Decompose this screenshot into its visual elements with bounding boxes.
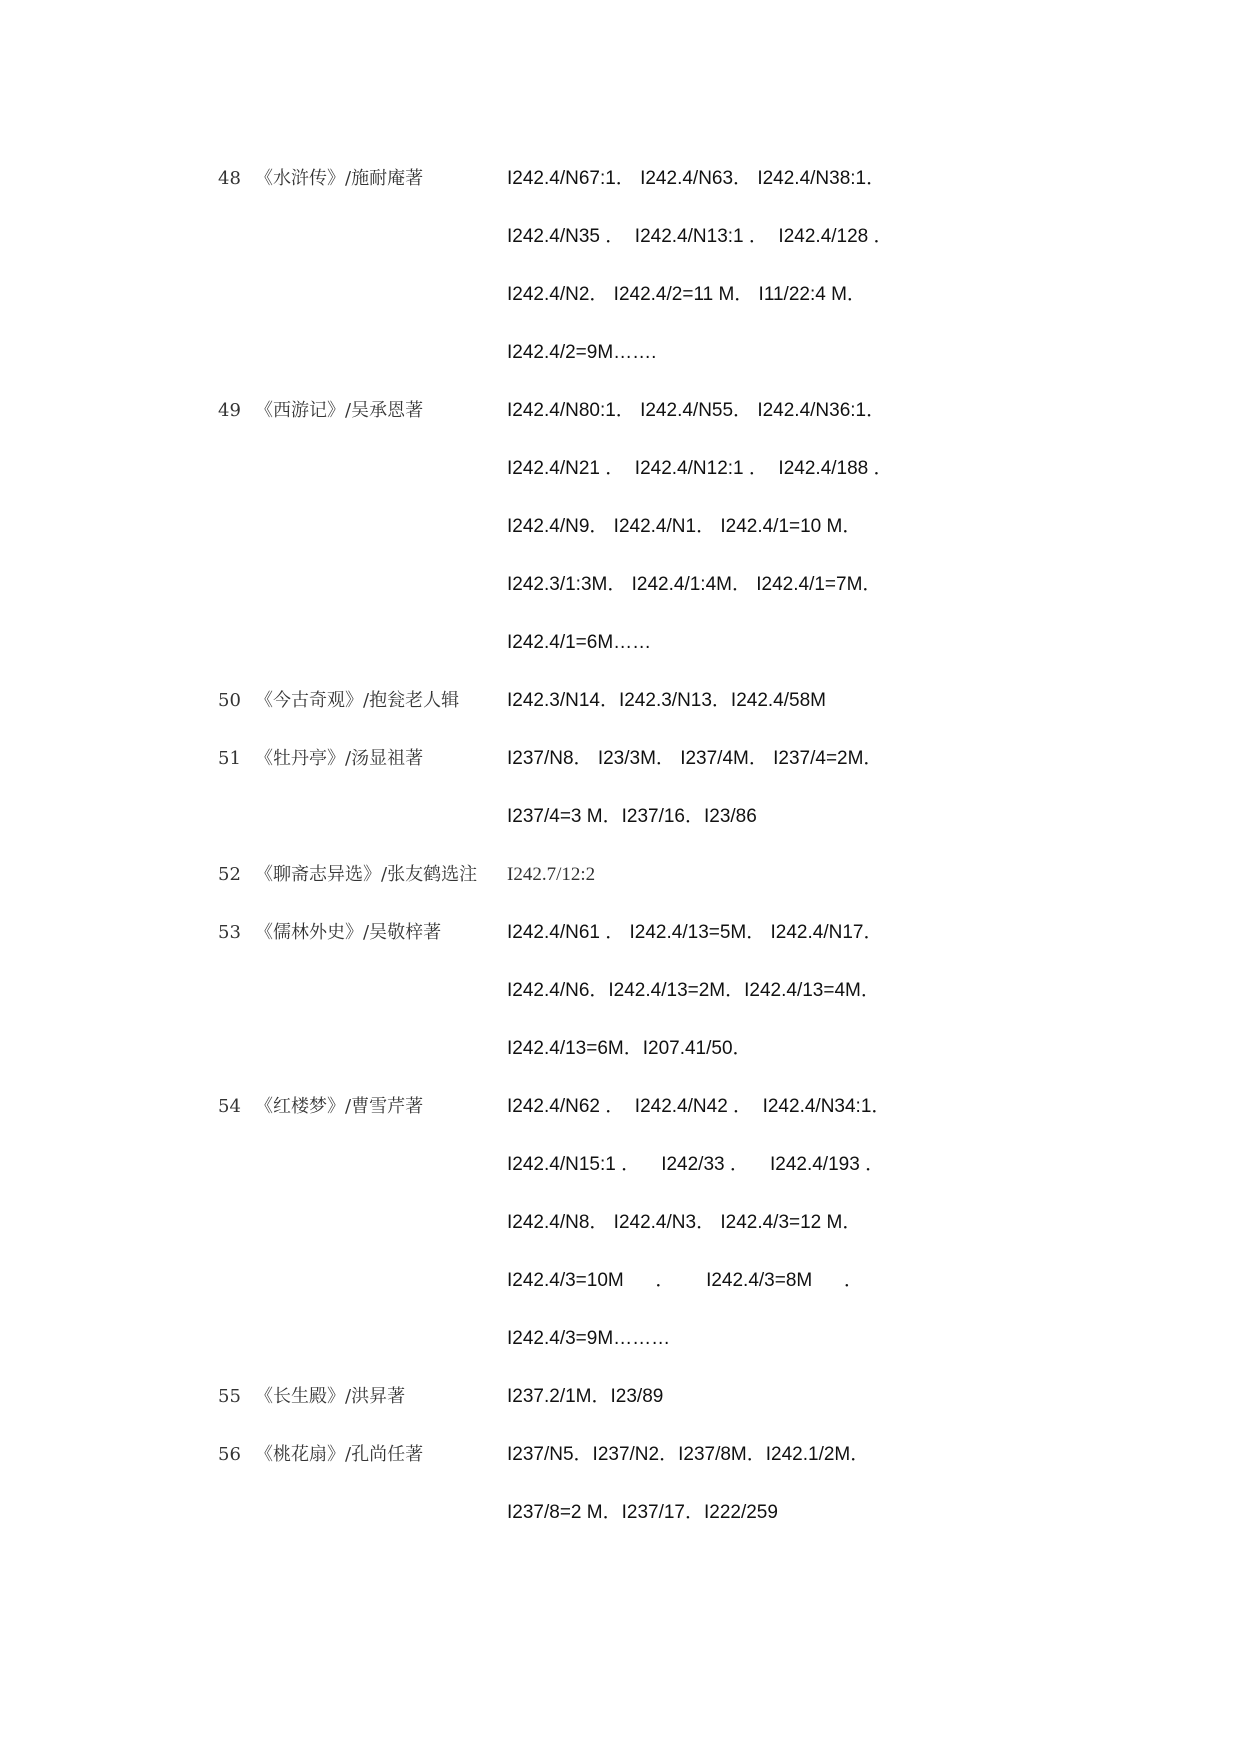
call-number-line: I242.4/N9． I242.4/N1． I242.4/1=10 M． (507, 516, 862, 537)
book-title: 《长生殿》/洪昇著 (255, 1386, 406, 1407)
call-number-line: I242.4/N67:1． I242.4/N63． I242.4/N38:1． (507, 168, 886, 189)
call-number-line: I242.4/N35 ． I242.4/N13:1 ． I242.4/128 ． (507, 226, 893, 247)
call-number-line: I242.7/12:2 (507, 864, 596, 885)
book-title: 《水浒传》/施耐庵著 (255, 168, 424, 189)
call-number-line: I237.2/1M．I23/89 (507, 1386, 664, 1407)
call-number-line: I237/N5．I237/N2．I237/8M．I242.1/2M． (507, 1444, 870, 1465)
book-title: 《聊斋志异选》/张友鹤选注 (255, 864, 478, 885)
book-title: 《儒林外史》/吴敬梓著 (255, 922, 442, 943)
entry-number: 48 (218, 168, 241, 189)
entry-number: 50 (218, 690, 241, 711)
call-number-line: I237/8=2 M．I237/17．I222/259 (507, 1502, 778, 1523)
entry-number: 51 (218, 748, 241, 769)
call-number-line: I242.4/N15:1 ． I242/33 ． I242.4/193 ． (507, 1154, 885, 1175)
call-number-line: I242.4/N61 ． I242.4/13=5M． I242.4/N17． (507, 922, 883, 943)
call-number-line: I237/N8． I23/3M． I237/4M． I237/4=2M． (507, 748, 883, 769)
call-number-line: I242.3/N14．I242.3/N13．I242.4/58M (507, 690, 826, 711)
entry-number: 49 (218, 400, 241, 421)
call-number-line: I242.4/3=10M ． I242.4/3=8M ． (507, 1270, 863, 1291)
entry-number: 56 (218, 1444, 241, 1465)
call-number-line: I237/4=3 M．I237/16．I23/86 (507, 806, 757, 827)
call-number-line: I242.4/13=6M．I207.41/50． (507, 1038, 752, 1059)
call-number-line: I242.4/1=6M…… (507, 632, 652, 653)
call-number-line: I242.4/N62 ． I242.4/N42 ． I242.4/N34:1． (507, 1096, 891, 1117)
entry-number: 53 (218, 922, 241, 943)
entry-number: 54 (218, 1096, 241, 1117)
call-number-line: I242.4/2=9M……. (507, 342, 657, 363)
entry-number: 52 (218, 864, 241, 885)
call-number-line: I242.4/N6．I242.4/13=2M．I242.4/13=4M． (507, 980, 880, 1001)
call-number-line: I242.4/N21 ． I242.4/N12:1 ． I242.4/188 ． (507, 458, 893, 479)
call-number-line: I242.4/N2． I242.4/2=11 M． I11/22:4 M． (507, 284, 866, 305)
call-number-line: I242.4/N80:1． I242.4/N55． I242.4/N36:1． (507, 400, 886, 421)
book-title: 《红楼梦》/曹雪芹著 (255, 1096, 424, 1117)
call-number-line: I242.4/N8． I242.4/N3． I242.4/3=12 M． (507, 1212, 862, 1233)
book-title: 《今古奇观》/抱瓮老人辑 (255, 690, 460, 711)
book-title: 《西游记》/吴承恩著 (255, 400, 424, 421)
call-number-line: I242.3/1:3M． I242.4/1:4M． I242.4/1=7M． (507, 574, 882, 595)
entry-number: 55 (218, 1386, 241, 1407)
call-number-line: I242.4/3=9M……… (507, 1328, 671, 1349)
book-title: 《桃花扇》/孔尚任著 (255, 1444, 424, 1465)
book-title: 《牡丹亭》/汤显祖著 (255, 748, 424, 769)
